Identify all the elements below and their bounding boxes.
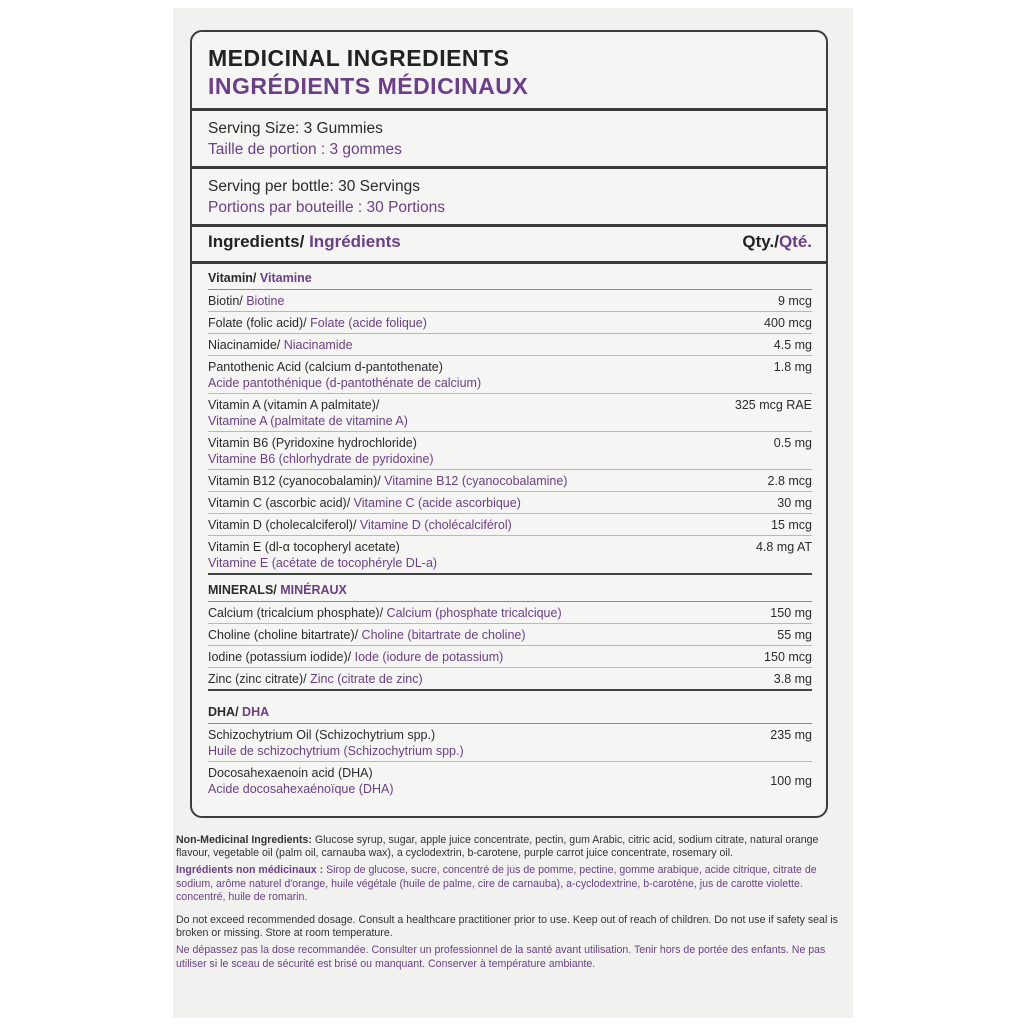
ingredient-name-fr: Iode (iodure de potassium) (351, 650, 504, 664)
ingredient-row (208, 334, 812, 356)
ingredient-row (208, 432, 812, 470)
vitamin-section-heading (208, 266, 812, 290)
dha-section-heading (208, 700, 812, 724)
ingredient-name-fr: Vitamine D (cholécalciférol) (356, 518, 512, 532)
ingredient-name-fr: Vitamine B6 (chlorhydrate de pyridoxine) (208, 452, 434, 466)
ingredient-name-en: Vitamin A (vitamin A palmitate)/ (208, 398, 380, 412)
ingredient-row (208, 356, 812, 394)
ingredient-name (208, 495, 769, 511)
ingredient-name-en: Vitamin B6 (Pyridoxine hydrochloride) (208, 436, 417, 450)
mineral-rows (208, 602, 812, 691)
ingredient-name-en: Vitamin B12 (cyanocobalamin)/ (208, 474, 381, 488)
ingredient-name-en: Vitamin D (cholecalciferol)/ (208, 518, 357, 532)
nmi-label: Non-Medicinal Ingredients: (176, 834, 312, 846)
ingredient-name (208, 727, 762, 759)
ingredient-name-fr: Acide docosahexaénoïque (DHA) (208, 782, 394, 796)
qty-heading: Qty./ (742, 232, 779, 251)
ingredient-row (208, 668, 812, 691)
dha-rows (208, 724, 812, 799)
ingredient-row (208, 514, 812, 536)
ingredient-name-en: Vitamin E (dl-α tocopheryl acetate) (208, 540, 400, 554)
servings-per-bottle (208, 176, 445, 218)
non-medicinal-ingredients-fr (176, 864, 852, 904)
ingredient-name (208, 765, 762, 797)
ingredient-name-fr: Huile de schizochytrium (Schizochytrium spp.) (208, 744, 464, 758)
dha-table (208, 700, 812, 799)
ingredient-name-en: Vitamin C (ascorbic acid)/ (208, 496, 351, 510)
ingredient-quantity: 3.8 mg (773, 672, 812, 686)
ingredient-name (208, 293, 770, 309)
ingredient-quantity: 150 mg (770, 606, 812, 620)
nmi-text: Glucose syrup, sugar, apple juice concentrate, pectin, gum Arabic, citric acid, sodium citrate, natural orange flavour, vegetable oil (palm oil, carnauba wax), a cyclodextrin, b-carotene, purple carrot juice concentrate, rosemary oil. (176, 834, 819, 860)
ingredients-heading-fr: Ingrédients (304, 232, 401, 251)
ingredient-name-fr: Vitamine A (palmitate de vitamine A) (208, 414, 408, 428)
ingredient-name-fr: Vitamine C (acide ascorbique) (350, 496, 521, 510)
warning-en: Do not exceed recommended dosage. Consult a healthcare practitioner prior to use. Keep out of reach of children. Do not use if safety seal is broken or missing. Store at room temperature. (176, 914, 838, 940)
ingredients-top-rule (192, 224, 826, 227)
ingredient-name-en: Docosahexaenoin acid (DHA) (208, 766, 373, 780)
ingredient-quantity: 1.8 mg (773, 360, 812, 374)
ingredient-name-en: Calcium (tricalcium phosphate)/ (208, 606, 384, 620)
nmi-text-fr: Sirop de glucose, sucre, concentré de jus de pomme, pectine, gomme arabique, acide citrique, citrate de sodium, arôme naturel d'orange, huile végétale (huile de palme, cire de carnauba), a-cyclodextrine, b-carotène, jus de carotte violette. concentré, huile de romarin. (176, 864, 817, 903)
serving-size (208, 118, 402, 160)
ingredient-name-fr: Choline (bitartrate de choline) (358, 628, 526, 642)
per-bottle-label: Serving per bottle: (208, 178, 334, 195)
title-english: MEDICINAL INGREDIENTS (208, 45, 510, 71)
ingredient-row (208, 312, 812, 334)
ingredient-name-fr: Folate (acide folique) (306, 316, 427, 330)
ingredient-name-fr: Vitamine E (acétate de tocophéryle DL-a) (208, 556, 438, 570)
per-bottle-label-fr: Portions par bouteille : (208, 199, 363, 216)
ingredients-heading: Ingredients/ (208, 232, 305, 251)
ingredient-name-en: Biotin/ (208, 294, 243, 308)
title-french: INGRÉDIENTS MÉDICINAUX (208, 73, 529, 99)
ingredient-name-en: Schizochytrium Oil (Schizochytrium spp.) (208, 728, 436, 742)
medicinal-ingredients-panel (190, 30, 828, 818)
ingredient-quantity: 400 mcg (764, 316, 812, 330)
ingredient-name-fr: Vitamine B12 (cyanocobalamine) (380, 474, 568, 488)
header-rule (192, 108, 826, 111)
ingredient-quantity: 100 mg (770, 774, 812, 788)
ingredient-quantity: 4.8 mg AT (755, 540, 812, 554)
ingredient-name-fr: Niacinamide (280, 338, 353, 352)
ingredient-name-en: Zinc (zinc citrate)/ (208, 672, 307, 686)
serving-size-label-fr: Taille de portion : (208, 141, 326, 158)
ingredient-name-fr: Calcium (phosphate tricalcique) (383, 606, 562, 620)
ingredient-name (208, 397, 727, 429)
ingredient-quantity: 30 mg (777, 496, 812, 510)
qty-heading-fr: Qté. (778, 232, 812, 251)
dha-heading: DHA/ (208, 705, 239, 719)
ingredient-name-en: Iodine (potassium iodide)/ (208, 650, 352, 664)
ingredient-quantity: 0.5 mg (773, 436, 812, 450)
minerals-heading-fr: MINÉRAUX (276, 583, 347, 597)
ingredient-name (208, 605, 762, 621)
ingredient-row (208, 762, 812, 799)
per-bottle-value-fr: 30 Portions (362, 199, 445, 216)
ingredient-name-fr: Zinc (citrate de zinc) (306, 672, 423, 686)
ingredient-name-en: Folate (folic acid)/ (208, 316, 307, 330)
ingredient-name-fr: Biotine (242, 294, 285, 308)
minerals-table (208, 578, 812, 691)
ingredient-name (208, 649, 756, 665)
ingredient-row (208, 646, 812, 668)
ingredient-quantity: 2.8 mcg (767, 474, 812, 488)
ingredient-quantity: 325 mcg RAE (734, 398, 812, 412)
ingredient-name (208, 517, 763, 533)
ingredient-row (208, 536, 812, 575)
ingredient-name (208, 539, 748, 571)
serving-size-value-fr: 3 gommes (325, 141, 402, 158)
ingredient-name (208, 627, 769, 643)
ingredients-table-header (208, 232, 812, 252)
ingredient-name (208, 315, 756, 331)
vitamins-table (208, 266, 812, 575)
ingredient-row (208, 492, 812, 514)
ingredients-header-rule (192, 261, 826, 264)
dha-heading-fr: DHA (238, 705, 270, 719)
minerals-heading: MINERALS/ (208, 583, 277, 597)
nmi-label-fr: Ingrédients non médicinaux : (176, 864, 324, 877)
ingredient-name (208, 671, 766, 687)
vitamin-heading: Vitamin/ (208, 271, 257, 285)
ingredient-row (208, 724, 812, 762)
vitamin-heading-fr: Vitamine (256, 271, 312, 285)
ingredient-name-en: Pantothenic Acid (calcium d-pantothenate) (208, 360, 443, 374)
ingredient-quantity: 15 mcg (771, 518, 812, 532)
ingredient-quantity: 4.5 mg (773, 338, 812, 352)
ingredient-row (208, 602, 812, 624)
ingredient-name (208, 435, 766, 467)
ingredient-name (208, 473, 760, 489)
label-notes (176, 834, 852, 975)
vitamin-rows (208, 290, 812, 575)
ingredient-name (208, 337, 766, 353)
per-bottle-value: 30 Servings (333, 178, 420, 195)
serving-rule (192, 166, 826, 169)
ingredient-row (208, 470, 812, 492)
ingredient-row (208, 624, 812, 646)
ingredient-name-en: Niacinamide/ (208, 338, 281, 352)
ingredient-quantity: 55 mg (777, 628, 812, 642)
ingredient-quantity: 150 mcg (764, 650, 812, 664)
ingredient-quantity: 9 mcg (777, 294, 812, 308)
warning-fr: Ne dépassez pas la dose recommandée. Consulter un professionnel de la santé avant utilisation. Tenir hors de portée des enfants. Ne pas utiliser si le sceau de sécurité est brisé ou manquant. Conserver à température ambiante. (176, 944, 826, 970)
panel-header (208, 44, 814, 100)
ingredient-name (208, 359, 766, 391)
minerals-section-heading (208, 578, 812, 602)
non-medicinal-ingredients-en (176, 834, 852, 860)
ingredient-quantity: 235 mg (770, 728, 812, 742)
ingredient-row (208, 394, 812, 432)
serving-size-label: Serving Size: (208, 120, 300, 137)
serving-size-value: 3 Gummies (299, 120, 383, 137)
ingredient-name-fr: Acide pantothénique (d-pantothénate de calcium) (208, 376, 482, 390)
ingredient-row (208, 290, 812, 312)
ingredient-name-en: Choline (choline bitartrate)/ (208, 628, 359, 642)
